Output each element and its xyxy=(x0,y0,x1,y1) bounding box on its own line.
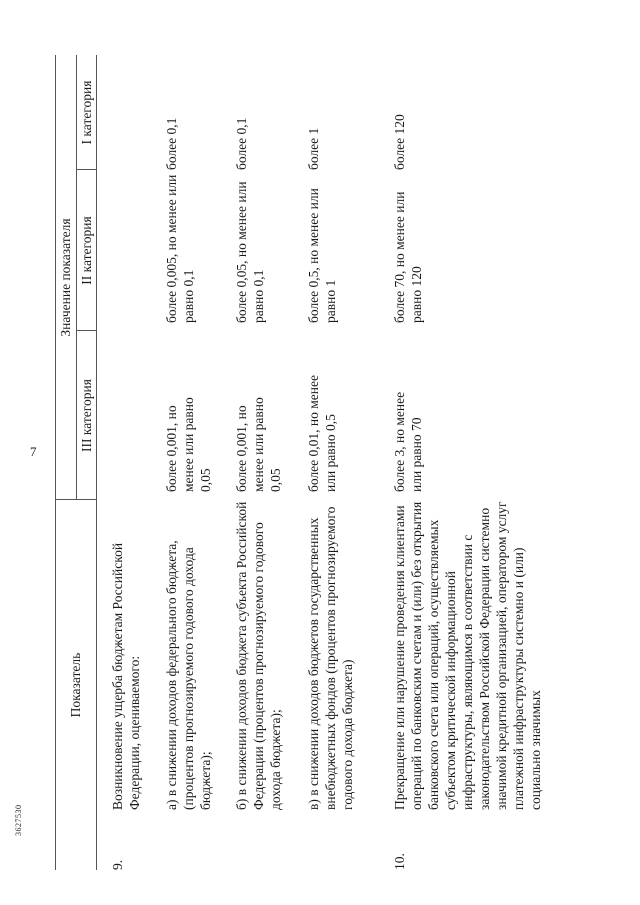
row-10-cat2: более 70, но менее или равно 120 xyxy=(392,191,424,323)
document-id: 3627530 xyxy=(14,804,23,836)
row-9-num: 9. xyxy=(110,859,125,870)
row-9a-indicator: а) в снижении доходов федерального бюджета, (процентов прогнозируемого годового дохода бюджета); xyxy=(164,540,213,810)
header-value-group: Значение показателя xyxy=(58,218,73,337)
rotated-table xyxy=(55,35,610,870)
row-9a-cat1: более 0,1 xyxy=(164,117,179,170)
row-9b-cat1: более 0,1 xyxy=(234,117,249,170)
row-9b-cat3: более 0,001, но менее или равно 0,05 xyxy=(234,397,283,492)
row-9b-indicator: б) в снижении доходов бюджета субъекта Российской Федерации (процентов прогнозируемого годового дохода бюджета); xyxy=(234,501,283,810)
row-9b-cat2: более 0,05, но менее или равно 0,1 xyxy=(234,181,266,323)
row-9c-cat3: более 0,01, но менее или равно 0,5 xyxy=(306,374,338,492)
row-10-num: 10. xyxy=(392,853,407,870)
page-number: 7 xyxy=(30,444,37,459)
row-10-cat3: более 3, но менее или равно 70 xyxy=(392,391,424,492)
header-cat2: II категория xyxy=(79,216,94,285)
row-10-cat1: более 120 xyxy=(392,114,407,170)
row-9c-cat1: более 1 xyxy=(306,127,321,170)
row-9a-cat2: более 0,005, но менее или равно 0,1 xyxy=(164,174,196,323)
header-bottom-rule xyxy=(96,55,97,870)
row-9-indicator: Возникновение ущерба бюджетам Российской Федерации, оцениваемого: xyxy=(110,542,142,810)
value-group-rule xyxy=(76,55,77,500)
table-top-rule xyxy=(55,55,56,870)
row-9a-cat3: более 0,001, но менее или равно 0,05 xyxy=(164,397,213,492)
row-9c-cat2: более 0,5, но менее или равно 1 xyxy=(306,188,338,323)
header-cat3: III категория xyxy=(79,379,94,452)
header-indicator: Показатель xyxy=(68,652,83,718)
row-9c-indicator: в) в снижении доходов бюджетов государственных внебюджетных фондов (процентов прогнозируемого годового дохода бюджета) xyxy=(306,506,355,810)
row-10-indicator: Прекращение или нарушение проведения клиентами операций по банковским счетам и (или) без открытия банковского счета или операций, осуществляемых субъектом критической информационной инфраструктуры, являющимся в соответствии с законодательством Российской Федерации системно значимой кредитной организацией, оператором услуг платежной инфраструктуры системно и (или) социально значимых xyxy=(392,501,543,810)
header-cat1: I категория xyxy=(79,80,94,145)
